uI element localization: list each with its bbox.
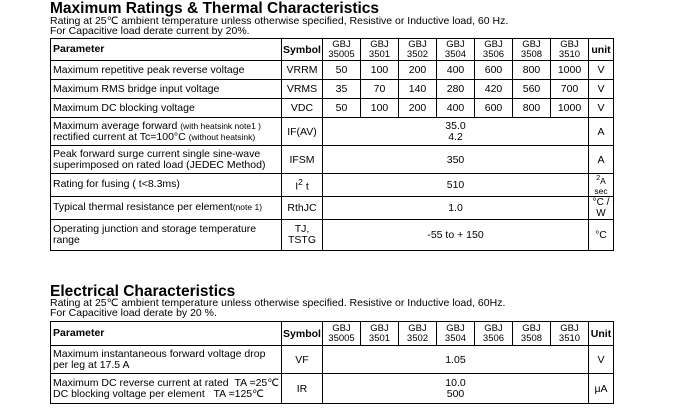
value-cell: 100 bbox=[361, 99, 399, 118]
electrical-title: Electrical Characteristics bbox=[50, 283, 236, 300]
symbol-cell: IR bbox=[282, 374, 323, 404]
table-row bbox=[51, 99, 614, 118]
max-ratings-note-1: Rating at 25℃ ambient temperature unless otherwise specified, Resistive or Inductive load, 60 Hz. bbox=[50, 15, 509, 27]
unit-header: unit bbox=[589, 39, 614, 61]
model-header: GBJ 35005 bbox=[323, 39, 361, 61]
value-cell: 400 bbox=[437, 61, 475, 80]
electrical-note-1: Rating at 25℃ ambient temperature unless otherwise specified. Resistive or Inductive load, 60Hz. bbox=[50, 297, 506, 309]
symbol-cell: RthJC bbox=[282, 196, 323, 219]
unit-cell: V bbox=[589, 80, 614, 99]
value-cell: 400 bbox=[437, 99, 475, 118]
value-cell: 50 bbox=[323, 61, 361, 80]
value-cell: 1.0 bbox=[323, 196, 589, 219]
value-cell: 35 bbox=[323, 80, 361, 99]
model-header: GBJ 3510 bbox=[551, 322, 589, 346]
symbol-cell: $I^2$ t bbox=[282, 174, 323, 197]
param-cell: Maximum DC blocking voltage bbox=[51, 99, 282, 118]
param-header: Parameter bbox=[51, 322, 282, 346]
model-header: GBJ 3504 bbox=[437, 39, 475, 61]
value-cell: 350 bbox=[323, 146, 589, 174]
electrical-note-2: For Capacitive load derate by 20 %. bbox=[50, 307, 217, 319]
table-row bbox=[51, 146, 614, 174]
unit-cell: μA bbox=[589, 374, 614, 404]
symbol-cell: VF bbox=[282, 346, 323, 374]
model-header: GBJ 3508 bbox=[513, 322, 551, 346]
max-ratings-note-2: For Capacitive load derate current by 20%. bbox=[50, 25, 250, 37]
value-cell: -55 to + 150 bbox=[323, 219, 589, 250]
value-cell: 100 bbox=[361, 61, 399, 80]
value-cell: 1.05 bbox=[323, 346, 589, 374]
symbol-header: Symbol bbox=[282, 39, 323, 61]
value-cell: 10.0 500 bbox=[323, 374, 589, 404]
value-cell: 50 bbox=[323, 99, 361, 118]
model-header: GBJ 3501 bbox=[361, 39, 399, 61]
unit-cell: A bbox=[589, 146, 614, 174]
unit-cell: A bbox=[589, 118, 614, 146]
table-row bbox=[51, 118, 614, 146]
table-row bbox=[51, 61, 614, 80]
value-cell: 1000 bbox=[551, 61, 589, 80]
symbol-cell: VRMS bbox=[282, 80, 323, 99]
value-cell: 35.0 4.2 bbox=[323, 118, 589, 146]
model-header: GBJ 3501 bbox=[361, 322, 399, 346]
symbol-cell: TJ, TSTG bbox=[282, 219, 323, 250]
symbol-cell: IFSM bbox=[282, 146, 323, 174]
value-cell: 420 bbox=[475, 80, 513, 99]
unit-cell: °C bbox=[589, 219, 614, 250]
table-row bbox=[51, 174, 614, 197]
value-cell: 600 bbox=[475, 99, 513, 118]
table-row bbox=[51, 219, 614, 250]
value-cell: 280 bbox=[437, 80, 475, 99]
max-ratings-title: Maximum Ratings & Thermal Characteristics bbox=[50, 0, 380, 17]
table-row bbox=[51, 196, 614, 219]
model-header: GBJ 35005 bbox=[323, 322, 361, 346]
unit-cell: $^2$A sec bbox=[589, 174, 614, 197]
max-ratings-table bbox=[50, 38, 614, 251]
param-cell: Maximum average forward (with heatsink note1 ) rectified current at Tc=100°C (without heatsink) bbox=[51, 118, 282, 146]
value-cell: 800 bbox=[513, 61, 551, 80]
model-header: GBJ 3502 bbox=[399, 39, 437, 61]
param-cell: Maximum instantaneous forward voltage drop per leg at 17.5 A bbox=[51, 346, 282, 374]
param-cell: Operating junction and storage temperature range bbox=[51, 219, 282, 250]
param-header: Parameter bbox=[51, 39, 282, 61]
value-cell: 700 bbox=[551, 80, 589, 99]
table-row bbox=[51, 80, 614, 99]
unit-cell: V bbox=[589, 346, 614, 374]
table-row bbox=[51, 374, 614, 404]
unit-header: Unit bbox=[589, 322, 614, 346]
param-cell: Peak forward surge current single sine-wave superimposed on rated load (JEDEC Method) bbox=[51, 146, 282, 174]
unit-cell: V bbox=[589, 99, 614, 118]
param-cell: Rating for fusing ( t<8.3ms) bbox=[51, 174, 282, 197]
value-cell: 200 bbox=[399, 61, 437, 80]
model-header: GBJ 3504 bbox=[437, 322, 475, 346]
param-cell: Typical thermal resistance per element(note 1) bbox=[51, 196, 282, 219]
symbol-cell: VRRM bbox=[282, 61, 323, 80]
value-cell: 560 bbox=[513, 80, 551, 99]
table-header-row bbox=[51, 322, 614, 346]
param-cell: Maximum repetitive peak reverse voltage bbox=[51, 61, 282, 80]
value-cell: 800 bbox=[513, 99, 551, 118]
electrical-table bbox=[50, 321, 614, 404]
value-cell: 200 bbox=[399, 99, 437, 118]
unit-cell: V bbox=[589, 61, 614, 80]
symbol-header: Symbol bbox=[282, 322, 323, 346]
value-cell: 70 bbox=[361, 80, 399, 99]
model-header: GBJ 3510 bbox=[551, 39, 589, 61]
model-header: GBJ 3508 bbox=[513, 39, 551, 61]
symbol-cell: IF(AV) bbox=[282, 118, 323, 146]
param-cell: Maximum DC reverse current at rated TA =25℃ DC blocking voltage per element TA =125℃ bbox=[51, 374, 282, 404]
param-cell: Maximum RMS bridge input voltage bbox=[51, 80, 282, 99]
model-header: GBJ 3506 bbox=[475, 39, 513, 61]
value-cell: 1000 bbox=[551, 99, 589, 118]
unit-cell: °C / W bbox=[589, 196, 614, 219]
value-cell: 140 bbox=[399, 80, 437, 99]
symbol-cell: VDC bbox=[282, 99, 323, 118]
table-header-row bbox=[51, 39, 614, 61]
model-header: GBJ 3502 bbox=[399, 322, 437, 346]
value-cell: 510 bbox=[323, 174, 589, 197]
value-cell: 600 bbox=[475, 61, 513, 80]
model-header: GBJ 3506 bbox=[475, 322, 513, 346]
table-row bbox=[51, 346, 614, 374]
